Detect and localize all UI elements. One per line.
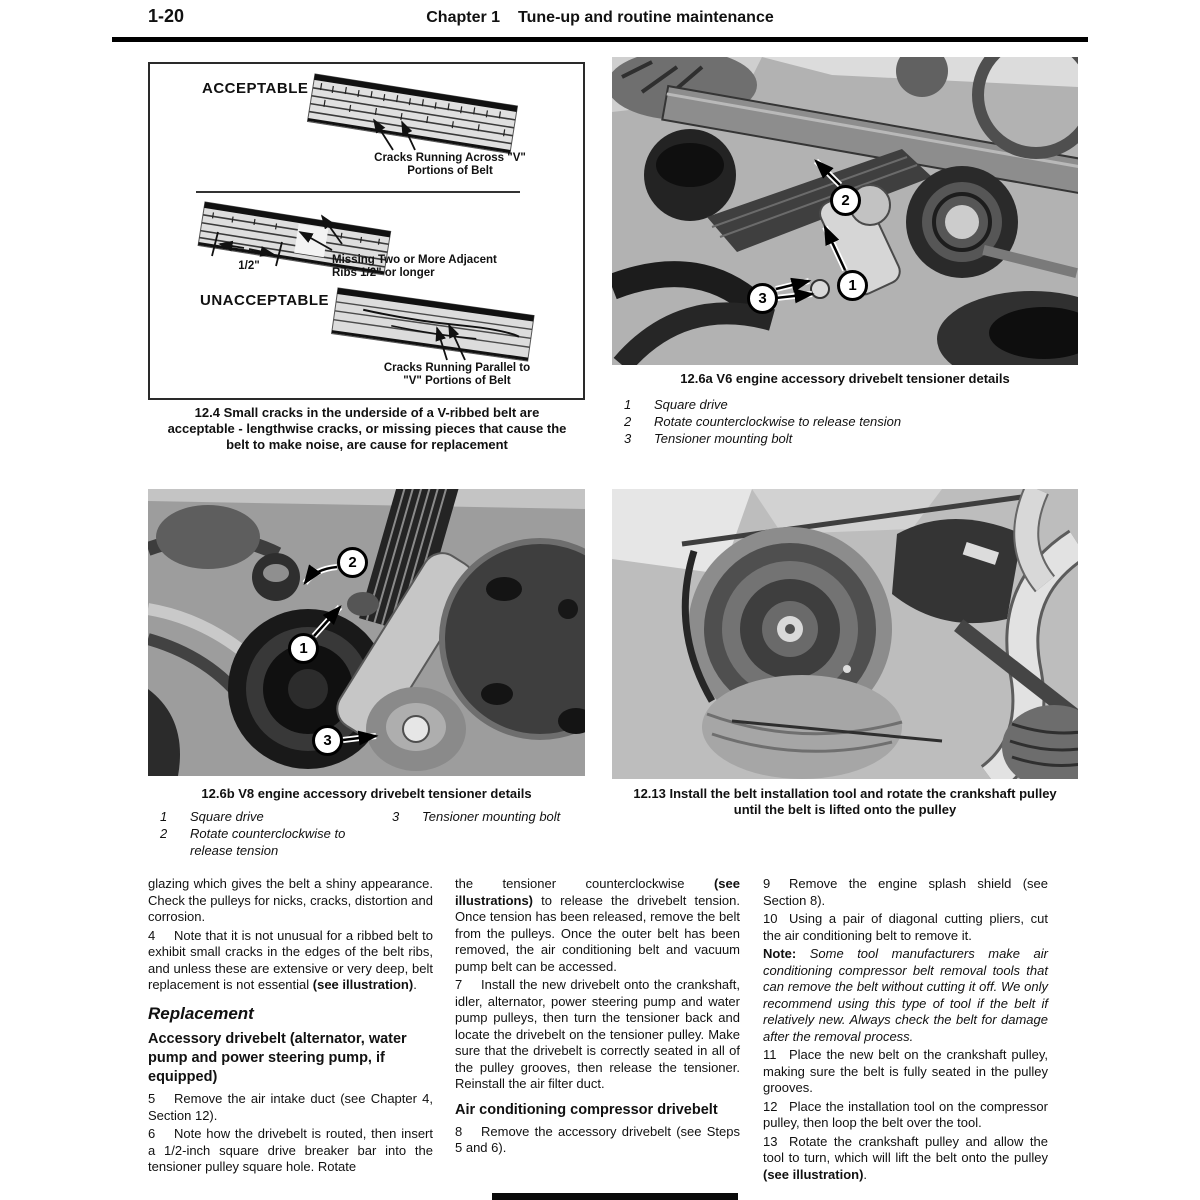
half-inch-dimension-label: 1/2" <box>238 260 260 272</box>
cracks-parallel-label: Cracks Running Parallel to "V" Portions of Belt <box>383 362 531 387</box>
figure-12-6a-caption: 12.6a V6 engine accessory drivebelt tensioner details <box>680 371 1010 386</box>
step-number: 6 <box>148 1126 156 1141</box>
step-text: . <box>863 1166 868 1182</box>
body-paragraph <box>455 876 740 975</box>
step-number: 4 <box>148 927 156 943</box>
step-number: 11 <box>763 1047 777 1062</box>
step-text: Rotate the crankshaft pulley and allow the tool to turn, which will lift the belt onto the pulley <box>763 1133 1048 1165</box>
text-column-1 <box>148 876 433 1178</box>
callout-badge-2: 2 <box>337 547 368 578</box>
figure-12-6b-legend-left <box>160 808 366 859</box>
parallel-cracks-belt-drawing <box>332 288 534 361</box>
step-paragraph <box>763 911 1048 944</box>
step-number: 10 <box>763 911 778 926</box>
legend-item <box>392 808 602 825</box>
legend-item <box>160 825 366 859</box>
step-paragraph <box>763 876 1048 909</box>
paragraph-text: to release the drivebelt tension. Once tension has been released, remove the belt from the pulleys. Once the outer belt has been removed, the air conditioning belt and vacuum pump belt can be accessed. <box>455 892 740 974</box>
legend-number: 1 <box>624 397 632 412</box>
unacceptable-label: UNACCEPTABLE <box>200 292 330 309</box>
step-number: 9 <box>763 876 771 891</box>
legend-number: 2 <box>624 414 632 429</box>
figure-12-4-caption: 12.4 Small cracks in the underside of a V-ribbed belt are acceptable - lengthwise cracks, or missing pieces that cause the belt to make noise, are cause for replacement <box>167 405 567 452</box>
step-text: Note that it is not unusual for a ribbed belt to exhibit small cracks in the edges of the belt ribs, and unless these are extensive or very deep, belt replacement is not essential <box>148 927 433 992</box>
callout-badge-3: 3 <box>312 725 343 756</box>
header-rule <box>112 37 1088 42</box>
figure-12-6b-photo <box>148 489 585 776</box>
step-number: 13 <box>763 1133 778 1149</box>
legend-number: 2 <box>160 826 168 841</box>
pulley-shape <box>906 166 1018 278</box>
subheading-accessory-drivebelt: Accessory drivebelt (alternator, water pump and power steering pump, if equipped) <box>148 1031 407 1085</box>
step-number: 7 <box>455 977 463 992</box>
cracks-across-label: Cracks Running Across "V" Portions of Belt <box>374 152 526 177</box>
figure-12-13-photo <box>612 489 1078 779</box>
legend-text: Rotate counterclockwise to release tension <box>654 414 902 429</box>
illustration-reference: (see illustration) <box>312 977 414 992</box>
callout-badge-2: 2 <box>830 185 861 216</box>
step-text: Place the new belt on the crankshaft pulley, making sure the belt is fully seated in the pulley grooves. <box>763 1047 1048 1095</box>
legend-text: Tensioner mounting bolt <box>654 431 793 446</box>
note-paragraph <box>763 946 1048 1045</box>
step-text: Remove the air intake duct (see Chapter 4, Section 12). <box>148 1091 433 1123</box>
acceptable-belt-drawing <box>307 74 517 153</box>
step-paragraph <box>148 1091 433 1124</box>
page-edge-artifact <box>492 1193 738 1200</box>
engine-photo-illustration <box>148 489 585 776</box>
step-text: Place the installation tool on the compressor pulley, then loop the belt over the tool. <box>763 1098 1048 1130</box>
figure-12-4-belt-wear-diagram <box>148 62 585 400</box>
legend-item <box>624 396 1074 413</box>
step-paragraph <box>455 977 740 1093</box>
step-text: Install the new drivebelt onto the crankshaft, idler, alternator, power steering pump and water pump pulleys, then turn the tensioner back and locate the drivebelt on the tensioner pulley. Make sure that the drivebelt is correctly seated in all of the pulley grooves, then release the tensioner. Reinstall the air filter duct. <box>455 977 740 1091</box>
legend-text: Square drive <box>190 809 264 824</box>
legend-item <box>624 430 1074 447</box>
legend-text: Rotate counterclockwise to release tension <box>190 826 346 858</box>
legend-text: Square drive <box>654 397 728 412</box>
step-paragraph <box>763 1047 1048 1097</box>
callout-badge-1: 1 <box>837 270 868 301</box>
step-paragraph <box>455 1124 740 1157</box>
legend-number: 3 <box>624 431 632 446</box>
callout-badge-3: 3 <box>747 283 778 314</box>
text-column-2 <box>455 876 740 1159</box>
page-number: 1-20 <box>148 6 185 26</box>
step-text: Note how the drivebelt is routed, then insert a 1/2-inch square drive breaker bar into the tensioner pulley square hole. Rotate <box>148 1126 433 1174</box>
chapter-label: Chapter 1 <box>426 9 501 26</box>
paragraph-text: glazing which gives the belt a shiny appearance. Check the pulleys for nicks, cracks, distortion and corrosion. <box>148 876 433 924</box>
figure-12-6b-legend-right <box>392 808 602 825</box>
note-text: Some tool manufacturers make air conditioning compressor belt removal tools that can remove the belt without cutting it off. We only recommend using this type of tool if the belt if relatively new. Always check the belt for damage after the removal process. <box>763 946 1048 1044</box>
figure-12-13-caption: 12.13 Install the belt installation tool and rotate the crankshaft pulley until the belt is lifted onto the pulley <box>633 786 1057 817</box>
text-column-3 <box>763 876 1048 1185</box>
body-paragraph <box>148 876 433 926</box>
chapter-title: Tune-up and routine maintenance <box>518 9 774 26</box>
step-paragraph <box>763 1099 1048 1132</box>
belt-wear-line-art <box>150 64 583 398</box>
legend-text: Tensioner mounting bolt <box>422 809 561 824</box>
step-text: Remove the engine splash shield (see Section 8). <box>763 876 1048 908</box>
subheading-ac-compressor-drivebelt: Air conditioning compressor drivebelt <box>455 1101 718 1118</box>
illustration-reference: (see illustration) <box>763 1166 864 1182</box>
figure-12-6b-caption: 12.6b V8 engine accessory drivebelt tensioner details <box>201 786 532 801</box>
missing-ribs-label: Missing Two or More Adjacent Ribs 1/2" or longer <box>332 254 497 279</box>
note-label: Note: <box>763 946 797 961</box>
step-paragraph <box>148 928 433 994</box>
figure-12-6a-legend <box>624 396 1074 447</box>
callout-arrow-icon <box>343 736 376 740</box>
legend-item <box>160 808 366 825</box>
acceptable-label: ACCEPTABLE <box>202 80 309 97</box>
callout-badge-1: 1 <box>288 633 319 664</box>
step-number: 8 <box>455 1123 463 1139</box>
legend-number: 3 <box>392 809 400 824</box>
step-text: Remove the accessory drivebelt (see Steps 5 and 6). <box>455 1123 740 1155</box>
step-text: . <box>413 977 417 992</box>
step-number: 12 <box>763 1098 778 1114</box>
illustration-reference: (see illustrations) <box>455 876 740 908</box>
section-heading-replacement: Replacement <box>148 1003 254 1023</box>
engine-photo-illustration <box>612 489 1078 779</box>
legend-item <box>624 413 1074 430</box>
legend-number: 1 <box>160 809 168 824</box>
chapter-header <box>0 9 1200 27</box>
figure-12-6a-photo <box>612 57 1078 365</box>
step-text: Using a pair of diagonal cutting pliers, cut the air conditioning belt to remove it. <box>763 911 1048 943</box>
step-paragraph <box>148 1126 433 1176</box>
paragraph-text: the tensioner counterclockwise <box>455 876 714 891</box>
step-number: 5 <box>148 1091 156 1106</box>
step-paragraph <box>763 1134 1048 1184</box>
